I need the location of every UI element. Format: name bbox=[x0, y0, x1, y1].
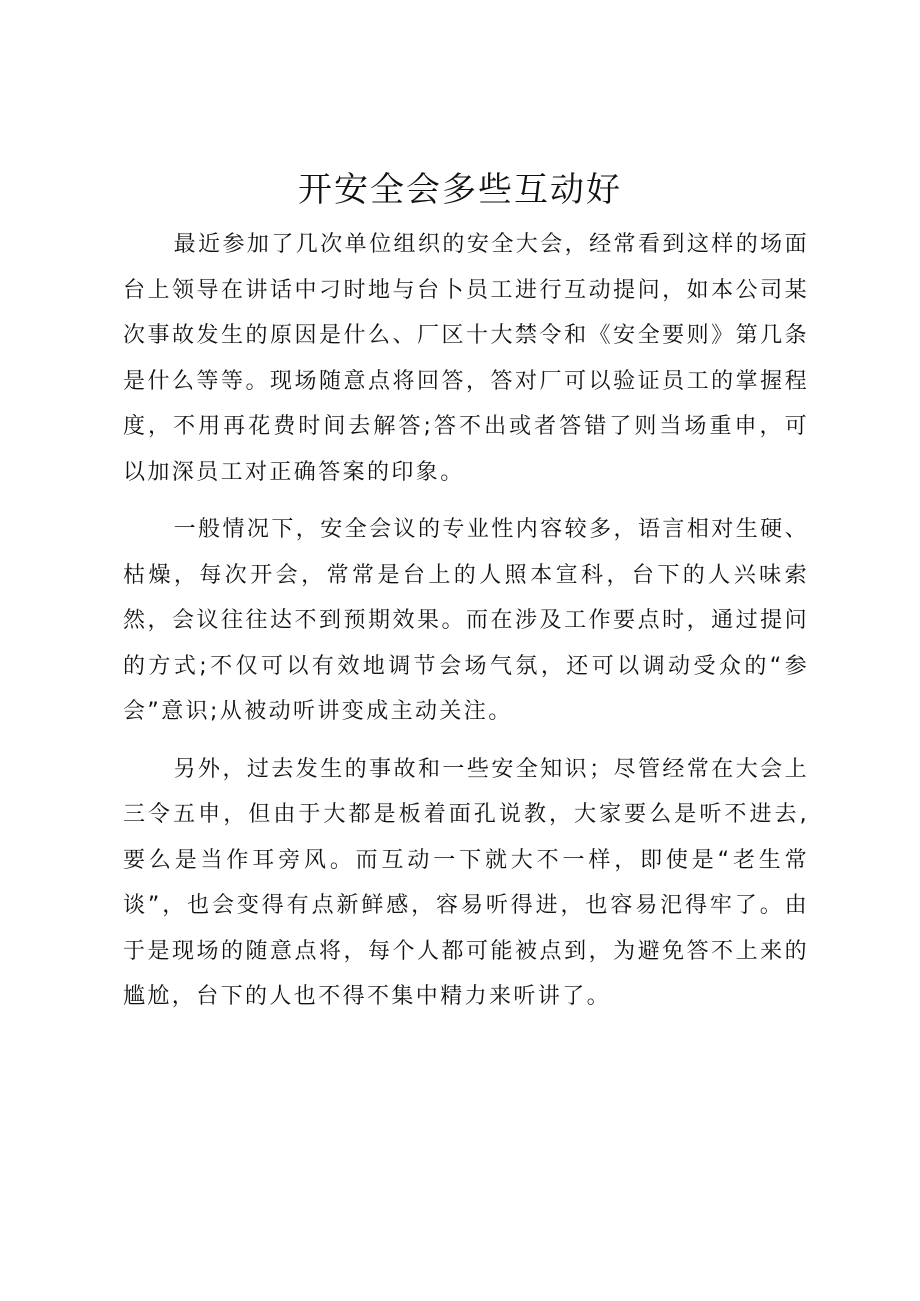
document-body bbox=[123, 222, 809, 1032]
paragraph-3: 另外，过去发生的事故和一些安全知识；尽管经常在大会上三令五申，但由于大都是板着面孔说教，大家要么是听不进去,要么是当作耳旁风。而互动一下就大不一样，即使是“老生常谈”，也会变得有点新鲜感，容易听得进，也容易汜得牢了。由于是现场的随意点将，每个人都可能被点到，为避免答不上来的尴尬，台下的人也不得不集中精力来听讲了。 bbox=[123, 756, 809, 1009]
paragraph-1: 最近参加了几次单位组织的安全大会，经常看到这样的场面台上领导在讲话中刁时地与台卜员工进行互动提问，如本公司某次事故发生的原因是什么、厂区十大禁令和《安全要则》第几条是什么等等。现场随意点将回答，答对厂可以验证员工的掌握程度，不用再花费时间去解答;答不出或者答错了则当场重申，可以加深员工对正确答案的印象。 bbox=[123, 232, 809, 485]
paragraph-2: 一般情况下，安全会议的专业性内容较多，语言相对生硬、枯燥，每次开会，常常是台上的人照本宣科，台下的人兴味索然，会议往往达不到预期效果。而在涉及工作要点时，通过提问的方式;不仅可以有效地调节会场气氛，还可以调动受众的“参会”意识;从被动听讲变成主动关注。 bbox=[123, 517, 809, 724]
document-title: 开安全会多些互动好 bbox=[298, 170, 622, 210]
